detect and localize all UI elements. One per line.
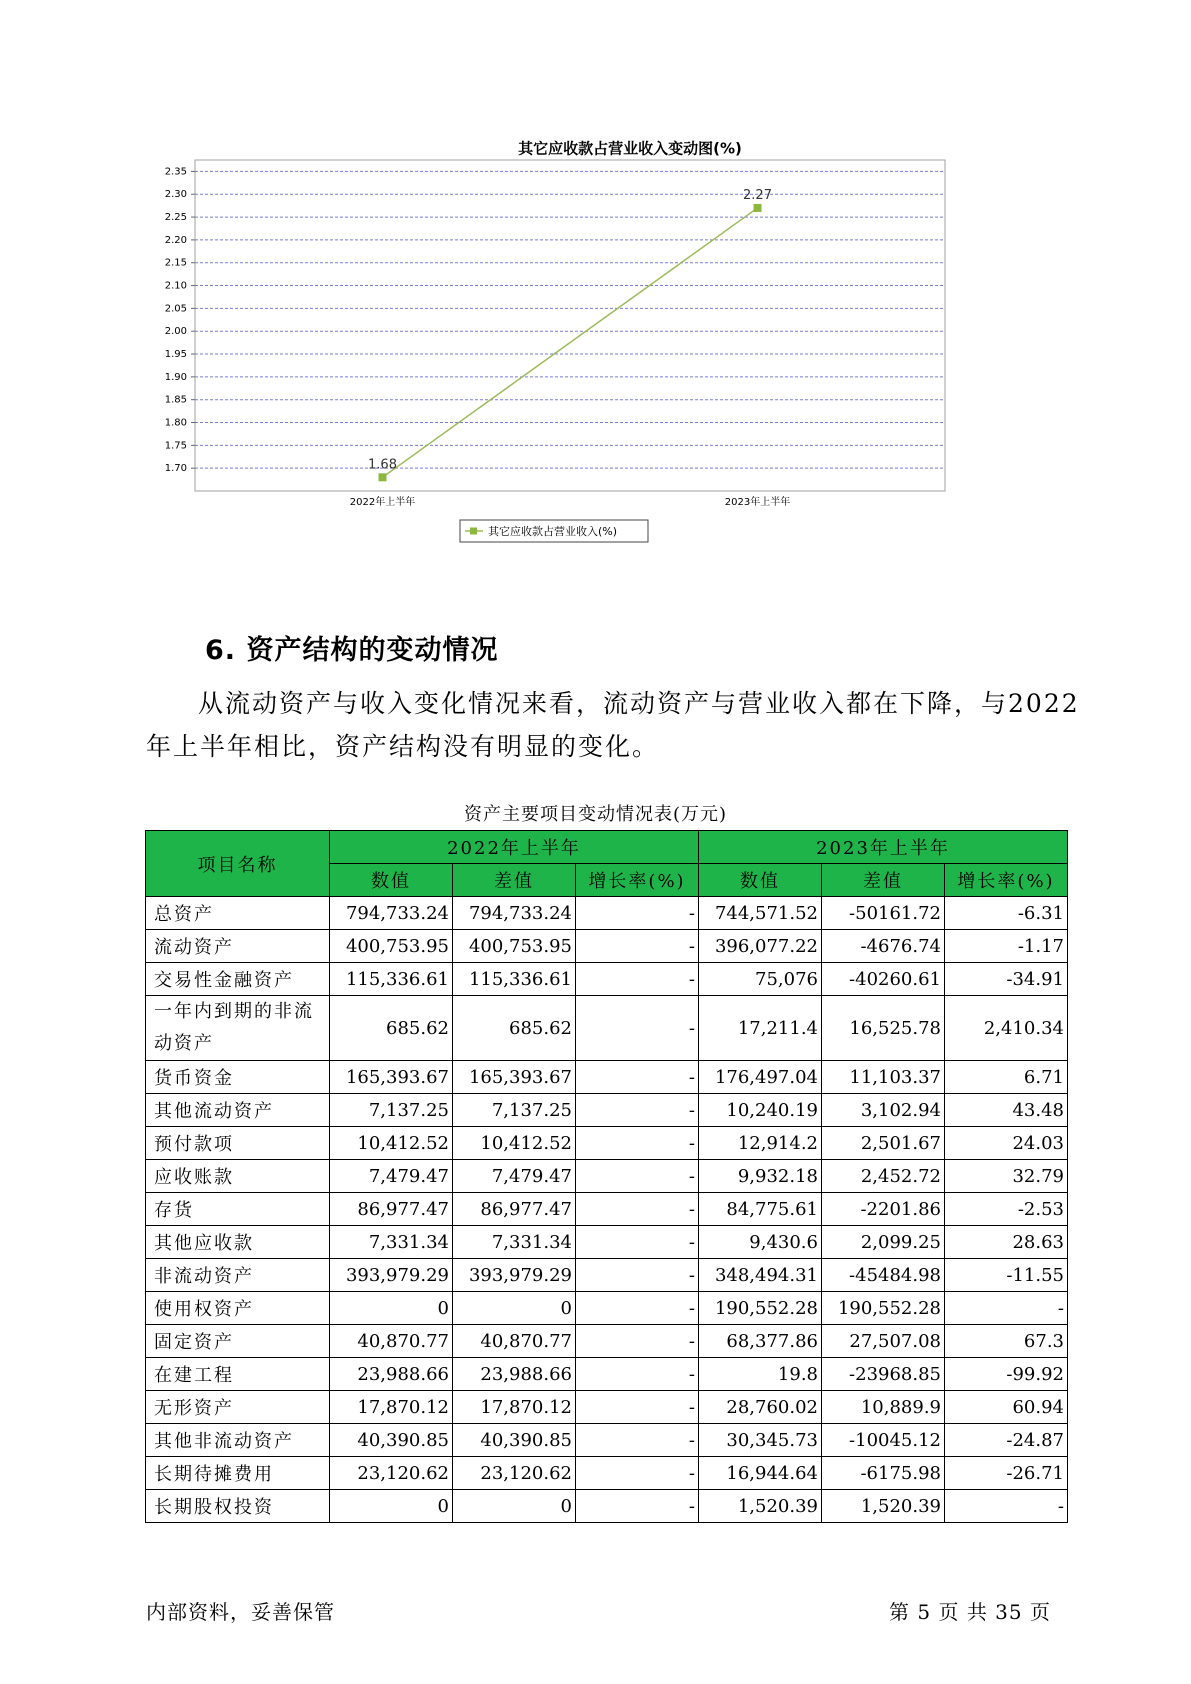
row-cell: -	[576, 1226, 699, 1259]
row-cell: 23,120.62	[330, 1457, 453, 1490]
table-row	[146, 1292, 1068, 1325]
subheader-diff: 差值	[822, 864, 945, 897]
row-item-name: 长期股权投资	[146, 1490, 330, 1523]
y-tick-label: 2.05	[164, 303, 187, 315]
row-cell: 400,753.95	[330, 930, 453, 963]
asset-change-table	[145, 830, 1068, 1523]
row-cell: 17,870.12	[330, 1391, 453, 1424]
row-cell: -	[576, 1292, 699, 1325]
row-cell: 84,775.61	[699, 1193, 822, 1226]
row-cell: 17,870.12	[453, 1391, 576, 1424]
y-tick-label: 2.20	[164, 234, 187, 246]
table-row	[146, 1391, 1068, 1424]
row-item-name: 使用权资产	[146, 1292, 330, 1325]
row-cell: -6.31	[945, 897, 1068, 930]
y-tick-label: 1.70	[164, 463, 187, 475]
legend-marker	[470, 528, 477, 535]
row-cell: 43.48	[945, 1094, 1068, 1127]
table-row	[146, 1160, 1068, 1193]
row-cell: -99.92	[945, 1358, 1068, 1391]
row-cell: -	[576, 1457, 699, 1490]
row-cell: 12,914.2	[699, 1127, 822, 1160]
row-cell: -2201.86	[822, 1193, 945, 1226]
y-tick-label: 2.25	[164, 212, 187, 224]
row-cell: 11,103.37	[822, 1061, 945, 1094]
row-cell: -	[576, 1358, 699, 1391]
table-row	[146, 1061, 1068, 1094]
row-cell: 17,211.4	[699, 996, 822, 1061]
row-cell: 176,497.04	[699, 1061, 822, 1094]
row-cell: 744,571.52	[699, 897, 822, 930]
row-cell: -	[576, 1127, 699, 1160]
row-cell: -	[945, 1292, 1068, 1325]
row-cell: 10,412.52	[453, 1127, 576, 1160]
row-cell: 9,932.18	[699, 1160, 822, 1193]
row-cell: 24.03	[945, 1127, 1068, 1160]
row-cell: 794,733.24	[330, 897, 453, 930]
row-cell: -	[576, 1160, 699, 1193]
legend-label: 其它应收款占营业收入(%)	[488, 525, 618, 538]
row-cell: 0	[453, 1490, 576, 1523]
row-cell: 19.8	[699, 1358, 822, 1391]
table-row	[146, 996, 1068, 1061]
row-item-name: 其他流动资产	[146, 1094, 330, 1127]
row-item-name: 在建工程	[146, 1358, 330, 1391]
row-cell: 115,336.61	[330, 963, 453, 996]
footer-page-number: 第 5 页 共 35 页	[889, 1600, 1051, 1624]
row-cell: 28,760.02	[699, 1391, 822, 1424]
row-cell: 2,501.67	[822, 1127, 945, 1160]
chart-title: 其它应收款占营业收入变动图(%)	[518, 139, 742, 158]
row-cell: 68,377.86	[699, 1325, 822, 1358]
table-row	[146, 1226, 1068, 1259]
table-row	[146, 1325, 1068, 1358]
row-cell: 10,889.9	[822, 1391, 945, 1424]
row-cell: 393,979.29	[330, 1259, 453, 1292]
row-item-name: 非流动资产	[146, 1259, 330, 1292]
row-cell: 6.71	[945, 1061, 1068, 1094]
row-cell: 16,525.78	[822, 996, 945, 1061]
row-cell: -50161.72	[822, 897, 945, 930]
row-cell: 7,331.34	[330, 1226, 453, 1259]
row-cell: -	[576, 1193, 699, 1226]
row-cell: -11.55	[945, 1259, 1068, 1292]
row-cell: 2,410.34	[945, 996, 1068, 1061]
header-period-2022: 2022年上半年	[330, 831, 699, 864]
row-cell: -	[576, 1094, 699, 1127]
row-item-name: 其他非流动资产	[146, 1424, 330, 1457]
data-label: 2.27	[743, 187, 772, 203]
row-cell: 86,977.47	[330, 1193, 453, 1226]
row-cell: 0	[453, 1292, 576, 1325]
subheader-diff: 差值	[453, 864, 576, 897]
row-cell: -10045.12	[822, 1424, 945, 1457]
section-paragraph: 从流动资产与收入变化情况来看，流动资产与营业收入都在下降，与2022年上半年相比，资产结构没有明显的变化。	[146, 689, 1080, 761]
row-cell: 23,120.62	[453, 1457, 576, 1490]
y-tick-label: 1.75	[164, 440, 187, 452]
row-cell: 400,753.95	[453, 930, 576, 963]
row-cell: 2,099.25	[822, 1226, 945, 1259]
table-row	[146, 963, 1068, 996]
row-cell: -45484.98	[822, 1259, 945, 1292]
row-item-name: 长期待摊费用	[146, 1457, 330, 1490]
other-receivables-chart	[150, 138, 1020, 588]
row-cell: -34.91	[945, 963, 1068, 996]
row-cell: 28.63	[945, 1226, 1068, 1259]
row-cell: -40260.61	[822, 963, 945, 996]
row-cell: 396,077.22	[699, 930, 822, 963]
row-cell: 7,137.25	[330, 1094, 453, 1127]
x-tick-label: 2022年上半年	[349, 497, 416, 508]
table-row	[146, 1259, 1068, 1292]
row-cell: 165,393.67	[330, 1061, 453, 1094]
row-cell: -	[576, 930, 699, 963]
row-cell: 40,390.85	[453, 1424, 576, 1457]
row-item-name: 交易性金融资产	[146, 963, 330, 996]
row-cell: 7,479.47	[330, 1160, 453, 1193]
footer-confidential: 内部资料，妥善保管	[146, 1600, 335, 1624]
row-cell: 40,870.77	[330, 1325, 453, 1358]
data-point-marker	[754, 204, 762, 212]
table-row	[146, 1457, 1068, 1490]
row-cell: 40,870.77	[453, 1325, 576, 1358]
row-cell: -4676.74	[822, 930, 945, 963]
row-item-name: 货币资金	[146, 1061, 330, 1094]
row-cell: 32.79	[945, 1160, 1068, 1193]
row-cell: -	[945, 1490, 1068, 1523]
row-item-name: 存货	[146, 1193, 330, 1226]
row-cell: 67.3	[945, 1325, 1068, 1358]
chart-svg	[150, 138, 1020, 588]
row-cell: 685.62	[453, 996, 576, 1061]
row-cell: 86,977.47	[453, 1193, 576, 1226]
table-row	[146, 1424, 1068, 1457]
row-cell: 190,552.28	[699, 1292, 822, 1325]
row-cell: -26.71	[945, 1457, 1068, 1490]
row-cell: -	[576, 1259, 699, 1292]
row-cell: 23,988.66	[453, 1358, 576, 1391]
row-cell: 2,452.72	[822, 1160, 945, 1193]
row-cell: 75,076	[699, 963, 822, 996]
row-cell: -	[576, 897, 699, 930]
row-cell: 7,479.47	[453, 1160, 576, 1193]
row-item-name: 预付款项	[146, 1127, 330, 1160]
y-tick-label: 2.10	[164, 280, 187, 292]
row-cell: -	[576, 1490, 699, 1523]
row-cell: 190,552.28	[822, 1292, 945, 1325]
y-tick-label: 1.90	[164, 371, 187, 383]
row-cell: -6175.98	[822, 1457, 945, 1490]
row-cell: 0	[330, 1292, 453, 1325]
row-item-name: 流动资产	[146, 930, 330, 963]
table-row	[146, 1193, 1068, 1226]
header-period-2023: 2023年上半年	[699, 831, 1068, 864]
row-cell: 27,507.08	[822, 1325, 945, 1358]
y-tick-label: 1.95	[164, 349, 187, 361]
row-cell: -	[576, 1061, 699, 1094]
row-cell: 16,944.64	[699, 1457, 822, 1490]
row-cell: 23,988.66	[330, 1358, 453, 1391]
row-item-name: 固定资产	[146, 1325, 330, 1358]
row-cell: -	[576, 1325, 699, 1358]
row-cell: -	[576, 1391, 699, 1424]
row-cell: 0	[330, 1490, 453, 1523]
row-cell: -23968.85	[822, 1358, 945, 1391]
subheader-growth: 增长率(%)	[576, 864, 699, 897]
row-cell: 60.94	[945, 1391, 1068, 1424]
row-cell: 348,494.31	[699, 1259, 822, 1292]
row-cell: 30,345.73	[699, 1424, 822, 1457]
row-cell: 10,412.52	[330, 1127, 453, 1160]
row-cell: 10,240.19	[699, 1094, 822, 1127]
row-cell: 9,430.6	[699, 1226, 822, 1259]
subheader-growth: 增长率(%)	[945, 864, 1068, 897]
table-row	[146, 1490, 1068, 1523]
row-cell: 115,336.61	[453, 963, 576, 996]
row-cell: 1,520.39	[822, 1490, 945, 1523]
table-row	[146, 1094, 1068, 1127]
row-cell: 3,102.94	[822, 1094, 945, 1127]
y-tick-label: 1.85	[164, 394, 187, 406]
row-cell: 794,733.24	[453, 897, 576, 930]
y-tick-label: 2.00	[164, 326, 187, 338]
row-cell: 7,137.25	[453, 1094, 576, 1127]
row-cell: -	[576, 1424, 699, 1457]
y-tick-label: 2.30	[164, 189, 187, 201]
row-item-name: 应收账款	[146, 1160, 330, 1193]
subheader-value: 数值	[330, 864, 453, 897]
y-tick-label: 2.15	[164, 257, 187, 269]
table-row	[146, 897, 1068, 930]
row-cell: -	[576, 996, 699, 1061]
row-cell: 7,331.34	[453, 1226, 576, 1259]
table-row	[146, 1127, 1068, 1160]
row-cell: 685.62	[330, 996, 453, 1061]
row-cell: 393,979.29	[453, 1259, 576, 1292]
row-cell: 165,393.67	[453, 1061, 576, 1094]
row-cell: -	[576, 963, 699, 996]
y-tick-label: 2.35	[164, 166, 187, 178]
section-heading: 6. 资产结构的变动情况	[205, 635, 499, 666]
table-row	[146, 1358, 1068, 1391]
row-cell: -1.17	[945, 930, 1068, 963]
header-item-name: 项目名称	[146, 831, 330, 897]
y-tick-label: 1.80	[164, 417, 187, 429]
row-cell: 1,520.39	[699, 1490, 822, 1523]
row-item-name: 一年内到期的非流动资产	[146, 996, 330, 1061]
row-item-name: 无形资产	[146, 1391, 330, 1424]
row-item-name: 其他应收款	[146, 1226, 330, 1259]
data-label: 1.68	[368, 457, 397, 473]
x-tick-label: 2023年上半年	[724, 497, 791, 508]
data-point-marker	[379, 473, 387, 481]
subheader-value: 数值	[699, 864, 822, 897]
row-cell: -2.53	[945, 1193, 1068, 1226]
table-caption: 资产主要项目变动情况表(万元)	[463, 804, 728, 825]
row-cell: -24.87	[945, 1424, 1068, 1457]
plot-area	[195, 160, 945, 491]
row-item-name: 总资产	[146, 897, 330, 930]
table-row	[146, 930, 1068, 963]
row-cell: 40,390.85	[330, 1424, 453, 1457]
